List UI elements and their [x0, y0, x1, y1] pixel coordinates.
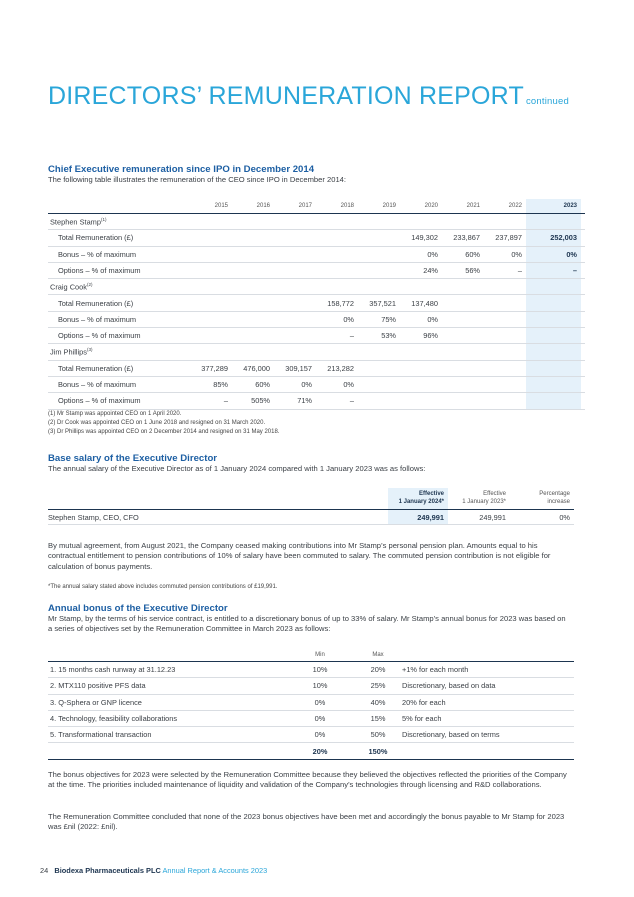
salary-col-2024: [388, 488, 448, 510]
row-label: Total Remuneration (£): [48, 230, 190, 246]
ceo-remuneration-heading: Chief Executive remuneration since IPO in December 2014: [48, 164, 315, 175]
cell-value: [400, 393, 442, 409]
page-footer: [40, 866, 267, 875]
cell-value: –: [316, 328, 358, 344]
cell-value: 56%: [442, 262, 484, 278]
cell-value: 213,282: [316, 360, 358, 376]
cell-value: [442, 295, 484, 311]
page-title: [48, 82, 569, 111]
cell-value: 24%: [400, 262, 442, 278]
bonus-col-min: Min: [296, 648, 344, 662]
cell-value: [190, 328, 232, 344]
cell-value: [274, 328, 316, 344]
cell-value: [358, 376, 400, 392]
cell-value: [484, 376, 526, 392]
cell-value: [232, 230, 274, 246]
person-name: [48, 279, 190, 295]
cell-value: [190, 262, 232, 278]
bonus-objectives-table: [48, 648, 574, 760]
salary-col-increase: [510, 488, 574, 510]
cell-value: [274, 230, 316, 246]
cell-value: [400, 376, 442, 392]
table-row: [48, 230, 585, 246]
row-label: Options – % of maximum: [48, 262, 190, 278]
cell-value: 0%: [526, 246, 581, 262]
bonus-note: 20% for each: [402, 694, 574, 710]
cell-value: 237,897: [484, 230, 526, 246]
base-salary-intro: The annual salary of the Executive Director as of 1 January 2024 compared with 1 January 2023 was as follows:: [48, 464, 426, 473]
table-row: [48, 662, 574, 678]
bonus-objective: 2. MTX110 positive PFS data: [48, 678, 296, 694]
bonus-max: 20%: [354, 662, 402, 678]
ceo-remuneration-intro: The following table illustrates the remuneration of the CEO since IPO in December 2014:: [48, 175, 346, 184]
table-row: [48, 376, 585, 392]
annual-bonus-intro: Mr Stamp, by the terms of his service contract, is entitled to a discretionary bonus of up to 33% of salary. Mr Stamp’s annual bonus for 2023 was based on a series of objectives set by the Remuneration Committee in March 2023 as follows:: [48, 614, 566, 634]
footnote-2: (2) Dr Cook was appointed CEO on 1 June 2018 and resigned on 31 March 2020.: [48, 420, 266, 426]
page-number: 24: [40, 866, 49, 875]
cell-value: [232, 262, 274, 278]
table-row: [48, 727, 574, 743]
cell-value: 0%: [400, 246, 442, 262]
cell-value: [484, 360, 526, 376]
person-name: [48, 214, 190, 230]
cell-value: 75%: [358, 311, 400, 327]
salary-increase-value: 0%: [510, 510, 574, 525]
table-row: [48, 678, 574, 694]
row-label: Total Remuneration (£): [48, 360, 190, 376]
cell-value: [316, 262, 358, 278]
cell-value: [190, 295, 232, 311]
cell-value: [190, 230, 232, 246]
cell-value: 60%: [442, 246, 484, 262]
table-row: [48, 360, 585, 376]
cell-value: 60%: [232, 376, 274, 392]
cell-value: –: [526, 262, 581, 278]
person-name-text: Craig Cook: [50, 282, 87, 292]
bonus-min: 0%: [296, 694, 344, 710]
bonus-min: 10%: [296, 678, 344, 694]
cell-value: 53%: [358, 328, 400, 344]
table-row: [48, 311, 585, 327]
cell-value: [442, 328, 484, 344]
table-row: [48, 328, 585, 344]
year-header-2017: 2017: [274, 199, 316, 214]
table-row: [48, 510, 574, 525]
cell-value: [358, 360, 400, 376]
bonus-max: 15%: [354, 710, 402, 726]
cell-value: –: [190, 393, 232, 409]
cell-value: [190, 246, 232, 262]
row-label: Bonus – % of maximum: [48, 246, 190, 262]
salary-2024-value: 249,991: [388, 510, 448, 525]
salary-col-increase-line1: Percentage: [539, 491, 570, 497]
cell-value: [232, 246, 274, 262]
year-header-2021: 2021: [442, 199, 484, 214]
cell-value: [526, 393, 581, 409]
footnote-3: (3) Dr Phillips was appointed CEO on 2 December 2014 and resigned on 31 May 2018.: [48, 429, 280, 435]
cell-value: [232, 295, 274, 311]
table-row: [48, 246, 585, 262]
row-label: Bonus – % of maximum: [48, 376, 190, 392]
row-label: Total Remuneration (£): [48, 295, 190, 311]
salary-col-increase-line2: increase: [547, 499, 570, 505]
cell-value: 0%: [484, 246, 526, 262]
person-name-text: Jim Phillips: [50, 347, 87, 357]
cell-value: 0%: [316, 376, 358, 392]
bonus-total-min: 20%: [296, 743, 344, 759]
salary-note: *The annual salary stated above includes commuted pension contributions of £19,991.: [48, 584, 278, 590]
bonus-col-max: Max: [354, 648, 402, 662]
footer-company: Biodexa Pharmaceuticals PLC: [54, 866, 161, 875]
table-row: [48, 214, 585, 230]
table-row: [48, 279, 585, 295]
cell-value: 476,000: [232, 360, 274, 376]
cell-value: [526, 295, 581, 311]
cell-value: [442, 311, 484, 327]
bonus-note: Discretionary, based on data: [402, 678, 574, 694]
bonus-objective: 5. Transformational transaction: [48, 727, 296, 743]
table-row: [48, 710, 574, 726]
page-title-text: DIRECTORS’ REMUNERATION REPORT: [48, 82, 524, 110]
cell-value: 0%: [316, 311, 358, 327]
row-label: Options – % of maximum: [48, 328, 190, 344]
base-salary-heading: Base salary of the Executive Director: [48, 453, 218, 464]
cell-value: [358, 393, 400, 409]
table-row: [48, 295, 585, 311]
cell-value: 0%: [274, 376, 316, 392]
salary-2023-value: 249,991: [448, 510, 510, 525]
cell-value: [484, 328, 526, 344]
person-footnote-ref: (3): [86, 347, 93, 353]
bonus-objectives-paragraph: The bonus objectives for 2023 were selected by the Remuneration Committee because they believed the objectives reflected the priorities of the Company at the time. The priorities included maintenance of liquidity and validation of the Company’s technologies through licensing and R&D collaborations.: [48, 770, 567, 790]
bonus-objective: 1. 15 months cash runway at 31.12.23: [48, 662, 296, 678]
cell-value: 85%: [190, 376, 232, 392]
salary-row-label: Stephen Stamp, CEO, CFO: [48, 510, 388, 525]
cell-value: [274, 311, 316, 327]
row-label: Options – % of maximum: [48, 393, 190, 409]
bonus-note: +1% for each month: [402, 662, 574, 678]
cell-value: 158,772: [316, 295, 358, 311]
cell-value: [358, 262, 400, 278]
table-row: [48, 393, 585, 409]
cell-value: [484, 295, 526, 311]
person-name: [48, 344, 190, 360]
bonus-min: 0%: [296, 727, 344, 743]
cell-value: [526, 376, 581, 392]
cell-value: [316, 230, 358, 246]
bonus-max: 50%: [354, 727, 402, 743]
cell-value: [274, 295, 316, 311]
person-footnote-ref: (1): [100, 216, 107, 222]
year-header-2015: 2015: [190, 199, 232, 214]
table-row: [48, 262, 585, 278]
bonus-note: Discretionary, based on terms: [402, 727, 574, 743]
bonus-objective: 3. Q-Sphera or GNP licence: [48, 694, 296, 710]
cell-value: [526, 360, 581, 376]
bonus-objective: 4. Technology, feasibility collaborations: [48, 710, 296, 726]
cell-value: [442, 393, 484, 409]
footnote-1: (1) Mr Stamp was appointed CEO on 1 April 2020.: [48, 411, 182, 417]
cell-value: [232, 328, 274, 344]
salary-col-2023: [448, 488, 510, 510]
salary-col-2023-line1: Effective: [483, 491, 506, 497]
table-row: [48, 694, 574, 710]
bonus-total-max: 150%: [354, 743, 402, 759]
bonus-note: 5% for each: [402, 710, 574, 726]
year-header-2023: 2023: [526, 199, 581, 214]
table-row: [48, 344, 585, 360]
page-title-suffix: continued: [525, 96, 569, 107]
pension-paragraph: By mutual agreement, from August 2021, the Company ceased making contributions into Mr Stamp’s personal pension plan. Amounts equal to his contractual entitlement to pension contributions of 10% of salary have been commuted to salary. The commuted pension contribution is not eligible for calculation of bonus payments.: [48, 541, 551, 571]
cell-value: –: [484, 262, 526, 278]
cell-value: [484, 311, 526, 327]
cell-value: 377,289: [190, 360, 232, 376]
cell-value: [442, 360, 484, 376]
footer-report: Annual Report & Accounts 2023: [162, 866, 268, 875]
cell-value: 505%: [232, 393, 274, 409]
cell-value: 137,480: [400, 295, 442, 311]
cell-value: [274, 246, 316, 262]
cell-value: [232, 311, 274, 327]
cell-value: [358, 246, 400, 262]
base-salary-table: [48, 488, 574, 525]
cell-value: [442, 376, 484, 392]
person-name-text: Stephen Stamp: [50, 217, 101, 227]
cell-value: [526, 311, 581, 327]
year-header-2019: 2019: [358, 199, 400, 214]
year-header-2016: 2016: [232, 199, 274, 214]
bonus-max: 25%: [354, 678, 402, 694]
cell-value: 357,521: [358, 295, 400, 311]
person-footnote-ref: (2): [86, 282, 93, 288]
cell-value: [316, 246, 358, 262]
cell-value: 71%: [274, 393, 316, 409]
bonus-min: 0%: [296, 710, 344, 726]
cell-value: –: [316, 393, 358, 409]
annual-bonus-heading: Annual bonus of the Executive Director: [48, 603, 228, 614]
salary-col-2024-line2: 1 January 2024*: [398, 499, 444, 505]
salary-col-2023-line2: 1 January 2023*: [462, 499, 506, 505]
bonus-min: 10%: [296, 662, 344, 678]
cell-value: 233,867: [442, 230, 484, 246]
cell-value: [190, 311, 232, 327]
ceo-remuneration-table: [48, 199, 585, 410]
cell-value: 149,302: [400, 230, 442, 246]
row-label: Bonus – % of maximum: [48, 311, 190, 327]
cell-value: [526, 328, 581, 344]
cell-value: 309,157: [274, 360, 316, 376]
year-header-2022: 2022: [484, 199, 526, 214]
cell-value: [484, 393, 526, 409]
cell-value: [358, 230, 400, 246]
ceo-footnotes: [48, 410, 279, 437]
salary-col-2024-line1: Effective: [418, 491, 444, 497]
year-header-2018: 2018: [316, 199, 358, 214]
bonus-max: 40%: [354, 694, 402, 710]
cell-value: 0%: [400, 311, 442, 327]
year-header-2020: 2020: [400, 199, 442, 214]
cell-value: 252,003: [526, 230, 581, 246]
bonus-total-row: [48, 743, 574, 759]
cell-value: [400, 360, 442, 376]
cell-value: [274, 262, 316, 278]
cell-value: 96%: [400, 328, 442, 344]
bonus-conclusion-paragraph: The Remuneration Committee concluded that none of the 2023 bonus objectives have been met and accordingly the bonus payable to Mr Stamp for 2023 was £nil (2022: £nil).: [48, 812, 565, 832]
